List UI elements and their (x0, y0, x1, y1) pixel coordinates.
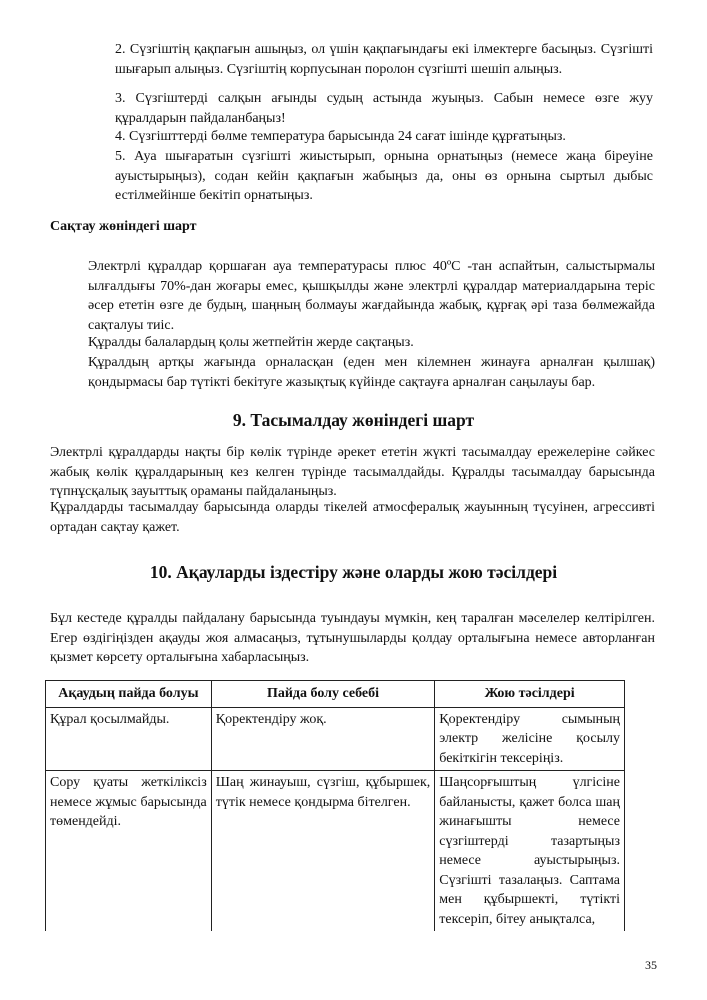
section-10-intro: Бұл кестеде құралды пайдалану барысында туындауы мүмкін, кең таралған мәселелер келтірілген. Егер өздігіңізден ақауды жоя алмасаңыз, тұтынушыларды қолдау орталығына немесе авторланған қызмет көрсету орталығына хабарласыңыз. (50, 611, 655, 665)
table-cell: Шаңсорғыштың үлгісіне байланысты, қажет болса шаң жинағышты немесе сүзгіштерді тазартыңыз немесе ауыстырыңыз. Сүзгішті тазалаңыз. Саптама мен құбыршекті, түтікті тексеріп, бітеу анықталса, (435, 771, 625, 932)
column-header-symptom: Ақаудың пайда болуы (46, 681, 212, 708)
table-cell: Шаң жинауыш, сүзгіш, құбыршек, түтік немесе қондырма бітелген. (211, 771, 435, 932)
list-item-5: 5. Ауа шығаратын сүзгішті жиыстырып, орнына орнатыңыз (немесе жаңа біреуіне ауыстырыңыз), содан кейін қақпағын жабыңыз да, оны өз орнына сыртыл дыбыс естілмейінше бекітіп орнатыңыз. (115, 149, 653, 203)
column-header-remedy: Жою тәсілдері (435, 681, 625, 708)
table-cell: Құрал қосылмайды. (46, 707, 212, 771)
storage-paragraph-3: Құралдың артқы жағында орналасқан (еден мен кілемнен жинауға арналған қылшақ) қондырмасы бар түтікті бекітуге жазықтық күйінде сақтауға арналған саңылауы бар. (88, 355, 655, 390)
table-cell: Қоректендіру жоқ. (211, 707, 435, 771)
table-row (46, 707, 625, 771)
table-cell: Сору қуаты жеткіліксіз немесе жұмыс барысында төмендейді. (46, 771, 212, 932)
list-item-2: 2. Сүзгіштің қақпағын ашыңыз, ол үшін қақпағындағы екі ілмектерге басыңыз. Сүзгішті шығарып алыңыз. Сүзгіштің корпусынан поролон сүзгішті шешіп алыңыз. (115, 42, 653, 77)
storage-heading: Сақтау жөніндегі шарт (50, 219, 197, 234)
page-number: 35 (645, 958, 657, 972)
list-item-4: 4. Сүзгішттерді бөлме температура барысында 24 сағат ішінде құрғатыңыз. (115, 129, 566, 144)
section-9-paragraph-2: Құралдарды тасымалдау барысында оларды тікелей атмосфералық жауынның түсуінен, агрессивті ортадан сақтау қажет. (50, 500, 655, 535)
storage-paragraph-2: Құралды балалардың қолы жетпейтін жерде сақтаңыз. (88, 335, 414, 350)
section-10-title: 10. Ақауларды іздестіру және оларды жою тәсілдері (149, 562, 558, 582)
table-header-row (46, 681, 625, 708)
storage-paragraph-1: Электрлі құралдар қоршаған ауа температурасы плюс 40ºС -тан аспайтын, салыстырмалы ылғалдығы 70%-дан жоғары емес, қышқылды және электрлі құралдар материалдарына теріс әсер ететін өзге де будың, шаңның болмауы жағдайында жабық, құрғақ әрі таза бөлмежайда сақталуы тиіс. (88, 259, 655, 333)
section-9-paragraph-1: Электрлі құралдарды нақты бір көлік түрінде әрекет ететін жүкті тасымалдау ережелеріне сәйкес жабық көлік құралдарының кез келген түрінде тасымалдайды. Құралды тасымалдау барысында түпнұсқалық зауыттық ораманы пайдаланыңыз. (50, 445, 655, 499)
section-9-title: 9. Тасымалдау жөніндегі шарт (232, 410, 475, 430)
troubleshooting-table (45, 680, 625, 931)
list-item-3: 3. Сүзгіштерді салқын ағынды судың астында жуыңыз. Сабын немесе өзге жуу құралдарын пайдаланбаңыз! (115, 91, 653, 126)
table-cell: Қоректендіру сымының электр желісіне қосылу бекіткігін тексеріңіз. (435, 707, 625, 771)
column-header-cause: Пайда болу себебі (211, 681, 435, 708)
table-row (46, 771, 625, 932)
